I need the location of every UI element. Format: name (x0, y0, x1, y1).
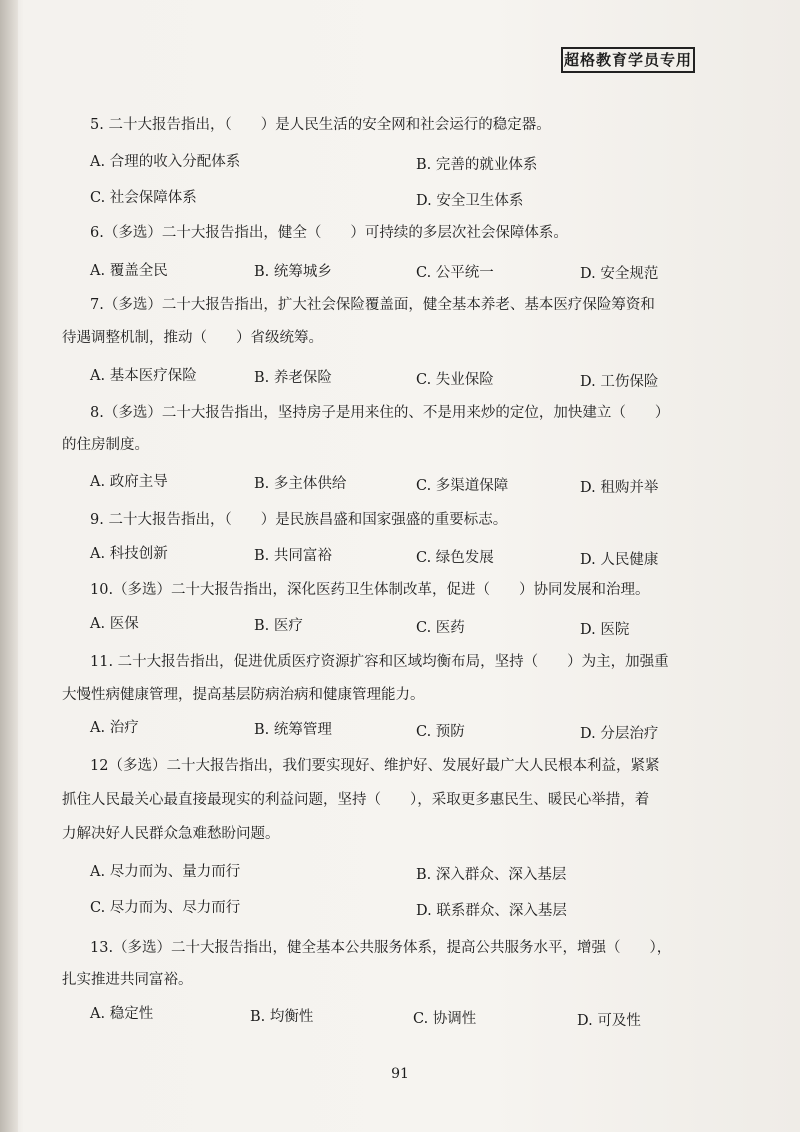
question-6-option-a: A. 覆盖全民 (90, 263, 168, 279)
question-11-option-d: D. 分层治疗 (580, 726, 659, 742)
question-11-option-b: B. 统筹管理 (254, 722, 332, 738)
question-9-option-a: A. 科技创新 (90, 546, 168, 562)
question-7-stem-line-2: 待遇调整机制，推动（ ）省级统筹。 (62, 330, 323, 346)
question-11-option-a: A. 治疗 (90, 720, 139, 736)
question-6-option-b: B. 统筹城乡 (254, 264, 332, 280)
question-9-option-d: D. 人民健康 (580, 552, 659, 568)
question-6-stem: 6.（多选）二十大报告指出，健全（ ）可持续的多层次社会保障体系。 (90, 225, 568, 241)
question-5-option-a: A. 合理的收入分配体系 (90, 154, 241, 170)
question-7-option-c: C. 失业保险 (416, 372, 494, 388)
header-stamp: 超格教育学员专用 (561, 47, 695, 73)
question-9-option-b: B. 共同富裕 (254, 548, 332, 564)
question-13-stem-line-1: 13.（多选）二十大报告指出，健全基本公共服务体系，提高公共服务水平，增强（ ）， (90, 940, 672, 956)
question-5-option-b: B. 完善的就业体系 (416, 157, 538, 173)
question-7-option-d: D. 工伤保险 (580, 374, 659, 390)
question-10-option-a: A. 医保 (90, 616, 139, 632)
question-9-stem: 9. 二十大报告指出，（ ）是民族昌盛和国家强盛的重要标志。 (90, 512, 508, 528)
page-binding-edge (0, 0, 18, 1132)
question-5-stem: 5. 二十大报告指出，（ ）是人民生活的安全网和社会运行的稳定器。 (90, 117, 551, 133)
question-8-stem-line-2: 的住房制度。 (62, 437, 149, 453)
question-9-option-c: C. 绿色发展 (416, 550, 494, 566)
question-13-option-b: B. 均衡性 (250, 1009, 314, 1025)
question-13-option-a: A. 稳定性 (90, 1006, 154, 1022)
question-11-option-c: C. 预防 (416, 724, 465, 740)
question-7-option-b: B. 养老保险 (254, 370, 332, 386)
question-12-stem-line-2: 抓住人民最关心最直接最现实的利益问题，坚持（ ），采取更多惠民生、暖民心举措，着 (62, 792, 650, 808)
question-6-option-d: D. 安全规范 (580, 266, 659, 282)
question-12-stem-line-3: 力解决好人民群众急难愁盼问题。 (62, 826, 280, 842)
question-13-option-d: D. 可及性 (577, 1013, 641, 1029)
question-5-option-d: D. 安全卫生体系 (416, 193, 524, 209)
question-5-option-c: C. 社会保障体系 (90, 190, 197, 206)
question-11-stem-line-2: 大慢性病健康管理，提高基层防病治病和健康管理能力。 (62, 687, 425, 703)
question-12-option-d: D. 联系群众、深入基层 (416, 903, 567, 919)
question-13-option-c: C. 协调性 (413, 1011, 477, 1027)
question-10-option-d: D. 医院 (580, 622, 630, 638)
question-10-option-c: C. 医药 (416, 620, 465, 636)
question-6-option-c: C. 公平统一 (416, 265, 494, 281)
question-12-stem-line-1: 12（多选）二十大报告指出，我们要实现好、维护好、发展好最广大人民根本利益，紧紧 (90, 758, 660, 774)
question-8-option-b: B. 多主体供给 (254, 476, 347, 492)
question-12-option-a: A. 尽力而为、量力而行 (90, 864, 241, 880)
question-7-stem-line-1: 7.（多选）二十大报告指出，扩大社会保险覆盖面，健全基本养老、基本医疗保险筹资和 (90, 297, 655, 313)
question-8-option-d: D. 租购并举 (580, 480, 659, 496)
question-12-option-b: B. 深入群众、深入基层 (416, 867, 567, 883)
question-8-option-c: C. 多渠道保障 (416, 478, 509, 494)
question-11-stem-line-1: 11. 二十大报告指出，促进优质医疗资源扩容和区域均衡布局，坚持（ ）为主，加强重 (90, 654, 669, 670)
question-8-stem-line-1: 8.（多选）二十大报告指出，坚持房子是用来住的、不是用来炒的定位，加快建立（ ） (90, 405, 670, 421)
question-8-option-a: A. 政府主导 (90, 474, 168, 490)
page-number: 91 (391, 1066, 409, 1082)
question-13-stem-line-2: 扎实推进共同富裕。 (62, 972, 193, 988)
question-10-stem: 10.（多选）二十大报告指出，深化医药卫生体制改革，促进（ ）协同发展和治理。 (90, 582, 650, 598)
question-7-option-a: A. 基本医疗保险 (90, 368, 197, 384)
question-12-option-c: C. 尽力而为、尽力而行 (90, 900, 241, 916)
question-10-option-b: B. 医疗 (254, 618, 303, 634)
